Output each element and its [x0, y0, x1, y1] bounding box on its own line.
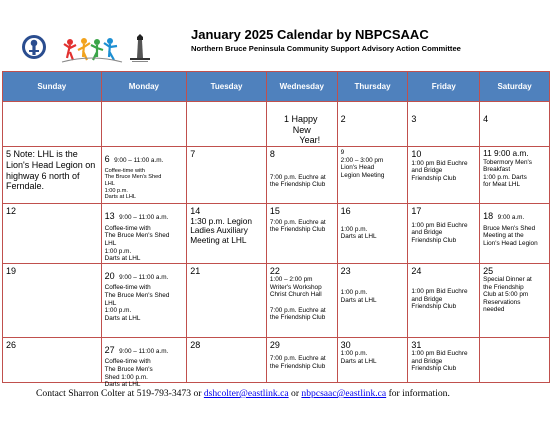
day-cell-empty — [3, 102, 102, 147]
event-line: and Bridge — [411, 295, 443, 303]
weekday-header: Wednesday — [266, 72, 337, 102]
event-line: Darts at LHL — [104, 194, 136, 201]
day-cell — [3, 147, 102, 204]
event-line: 1:00 pm Bid Euchre — [411, 288, 468, 296]
day-number: 13 — [104, 211, 115, 221]
day-number: 22 — [269, 265, 280, 276]
day-cell — [480, 147, 550, 204]
event-line: 7:00 p.m. Euchre at — [269, 306, 326, 314]
day-number: 7 — [190, 149, 196, 159]
event-time: 9:00 – 11:00 a.m. — [114, 157, 164, 164]
event-line: Year! — [299, 135, 321, 146]
day-cell — [266, 263, 337, 337]
event-line: 1:00 p.m. — [104, 307, 132, 315]
event-line: and Bridge — [411, 357, 443, 365]
event-line: the Friendship Club — [269, 314, 326, 322]
event-line: 1:00 p.m. — [104, 187, 128, 194]
event-line: Darts at LHL — [104, 314, 141, 322]
event-line: Lion's Head Legion — [483, 239, 538, 247]
day-cell — [187, 263, 267, 337]
day-number: 4 — [483, 114, 489, 124]
day-number: 15 — [269, 206, 280, 216]
footer-suffix: for information. — [386, 388, 450, 399]
day-cell — [337, 147, 408, 204]
event-line: and Bridge — [411, 167, 443, 175]
page-title: January 2025 Calendar by NBPCSAAC — [191, 27, 429, 42]
event-line: Coffee-time with — [104, 284, 151, 292]
event-line: 1 Happy — [284, 114, 318, 124]
day-cell — [266, 102, 337, 147]
weekday-header: Thursday — [337, 72, 408, 102]
day-cell — [480, 204, 550, 264]
event-line: Bruce Men's Shed — [483, 224, 536, 232]
day-cell — [101, 337, 187, 389]
day-number: 26 — [6, 339, 17, 350]
event-line: 1:00 pm Bid Euchre — [411, 159, 468, 167]
day-number: 17 — [411, 206, 422, 216]
calendar-grid — [2, 71, 550, 389]
event-line: Darts at LHL — [340, 233, 377, 241]
day-cell — [337, 204, 408, 264]
event-line: Writer's Workshop — [269, 283, 322, 291]
event-line: 1:30 p.m. Legion — [190, 215, 252, 226]
day-cell-empty — [480, 337, 550, 382]
weekday-header: Friday — [408, 72, 480, 102]
event-line: Breakfast — [483, 166, 511, 174]
event-line: needed — [483, 306, 505, 314]
page-subtitle: Northern Bruce Peninsula Community Support Advisory Action Committee — [191, 44, 461, 53]
day-number: 30 — [340, 339, 351, 350]
footer-prefix: Contact Sharron Colter at 519-793-3473 or — [36, 388, 204, 399]
lighthouse-logo — [126, 32, 154, 64]
day-number: 10 — [411, 149, 422, 159]
event-line: Special Dinner at — [483, 276, 532, 284]
event-line: 1:00 p.m. Darts — [483, 173, 527, 181]
event-line: 7:00 p.m. Euchre at — [269, 173, 326, 181]
week-row — [3, 204, 550, 264]
weekday-header: Saturday — [480, 72, 550, 102]
day-cell — [266, 204, 337, 264]
event-line: LHL — [104, 181, 115, 188]
event-line: Coffee-time with — [104, 358, 151, 366]
day-cell — [3, 204, 102, 264]
event-line: Coffee-time with — [104, 167, 145, 174]
event-line: Shed 1:00 p.m. — [104, 373, 148, 381]
day-number: 19 — [6, 265, 17, 276]
event-line: New — [292, 124, 311, 135]
day-cell — [187, 337, 267, 382]
event-time: 9:00 – 11:00 a.m. — [119, 214, 169, 221]
day-cell — [337, 337, 408, 382]
week-row — [3, 147, 550, 204]
event-line: Coffee-time with — [104, 224, 151, 232]
day-cell — [187, 147, 267, 204]
day-cell — [101, 263, 187, 337]
day-number: 12 — [6, 206, 17, 216]
event-line: Darts at LHL — [340, 357, 377, 365]
event-line: Darts at LHL — [104, 255, 141, 263]
event-line: 1:00 pm Bid Euchre — [411, 350, 468, 358]
event-time: 9:00 – 11:00 a.m. — [119, 347, 169, 355]
event-line: The Bruce Men's Shed — [104, 292, 170, 300]
event-time: 9:00 – 11:00 a.m. — [119, 273, 169, 281]
day-cell — [266, 337, 337, 382]
day-number: 14 — [190, 206, 201, 216]
event-line: Lion's Head — [340, 164, 375, 172]
day-cell — [408, 102, 480, 147]
day-cell — [187, 204, 267, 264]
event-line: 1:00 p.m. — [340, 225, 368, 233]
day-number: 23 — [340, 265, 351, 276]
event-line: Friendship Club — [411, 365, 457, 373]
event-line: 7:00 p.m. Euchre at — [269, 355, 326, 363]
legion-logo — [21, 34, 47, 60]
event-line: 11 9:00 a.m. — [483, 148, 529, 158]
day-number: 28 — [190, 339, 201, 350]
event-line: The Bruce Men's Shed — [104, 174, 162, 181]
event-line: Darts at LHL — [104, 381, 141, 389]
event-line: Legion Meeting — [340, 171, 385, 179]
day-cell — [3, 337, 102, 382]
event-line: 7:00 p.m. Euchre at — [269, 218, 326, 226]
day-cell — [408, 337, 480, 382]
event-line: 1:00 – 2:00 pm — [269, 276, 313, 284]
weekday-header: Tuesday — [187, 72, 267, 102]
week-row — [3, 102, 550, 147]
email-link-dshcolter[interactable]: dshcolter@eastlink.ca — [203, 388, 289, 399]
event-line: Ladies Auxiliary — [190, 225, 248, 236]
day-cell — [337, 263, 408, 337]
event-line: 2:00 – 3:00 pm — [340, 156, 384, 164]
event-line: The Bruce Men's Shed — [104, 232, 170, 240]
event-line: Friendship Club — [411, 236, 457, 244]
logo-group — [20, 28, 190, 68]
event-line: the Friendship Club — [269, 362, 326, 370]
day-number: 8 — [269, 149, 275, 159]
event-line: Meeting at the — [483, 232, 524, 240]
weekday-header: Sunday — [3, 72, 102, 102]
event-line: 1:00 p.m. — [340, 289, 368, 297]
day-number: 29 — [269, 339, 280, 350]
day-number: 31 — [411, 339, 422, 350]
event-line: and Bridge — [411, 229, 443, 237]
day-cell-empty — [187, 102, 267, 147]
day-cell — [408, 263, 480, 337]
day-cell — [101, 204, 187, 264]
event-line: Meeting at LHL — [190, 235, 247, 246]
day-cell-empty — [101, 102, 187, 147]
day-cell — [408, 204, 480, 264]
event-line: The Bruce Men's — [104, 366, 153, 374]
event-line: Tobermory Men's — [483, 158, 532, 166]
event-line: Christ Church Hall — [269, 291, 322, 299]
day-number: 6 — [104, 154, 110, 164]
footer-middle: or — [288, 388, 302, 399]
day-number: 2 — [340, 114, 346, 124]
day-number: 27 — [104, 344, 115, 355]
event-line: for Meat LHL — [483, 181, 521, 189]
day-number: 20 — [104, 270, 115, 281]
event-line: Club at 5:00 pm — [483, 291, 529, 299]
note-text: 5 Note: LHL is the Lion's Head Legion on highway 6 north of Ferndale. — [6, 149, 96, 192]
week-row — [3, 337, 550, 382]
day-number: 24 — [411, 265, 422, 276]
day-cell — [480, 263, 550, 337]
day-number: 16 — [340, 206, 351, 216]
week-row — [3, 263, 550, 337]
event-line: the Friendship — [483, 283, 524, 291]
dancers-logo — [62, 36, 122, 64]
day-number: 9 — [340, 149, 345, 156]
event-time: 9:00 a.m. — [497, 214, 525, 221]
weekday-header: Monday — [101, 72, 187, 102]
day-number: 3 — [411, 114, 417, 124]
day-number: 18 — [483, 211, 494, 221]
event-line: the Friendship Club — [269, 226, 326, 234]
day-cell — [101, 147, 187, 204]
day-cell — [480, 102, 550, 147]
event-line: Reservations — [483, 298, 521, 306]
event-line: LHL — [104, 239, 117, 247]
event-line: 1:00 p.m. — [104, 247, 132, 255]
event-line: Darts at LHL — [340, 296, 377, 304]
event-line: LHL — [104, 299, 117, 307]
weekday-header-row — [3, 72, 550, 102]
day-cell — [408, 147, 480, 204]
email-link-nbpcsaac[interactable]: nbpcsaac@eastlink.ca — [301, 388, 387, 399]
day-cell — [337, 102, 408, 147]
event-line: the Friendship Club — [269, 181, 326, 189]
event-line: Friendship Club — [411, 174, 457, 182]
event-line: 1:00 pm Bid Euchre — [411, 221, 468, 229]
event-line: 1:00 p.m. — [340, 350, 368, 358]
day-number: 21 — [190, 265, 201, 276]
day-number: 25 — [483, 265, 494, 276]
day-cell — [266, 147, 337, 204]
event-line: Friendship Club — [411, 303, 457, 311]
day-cell — [3, 263, 102, 337]
contact-footer — [36, 388, 450, 399]
